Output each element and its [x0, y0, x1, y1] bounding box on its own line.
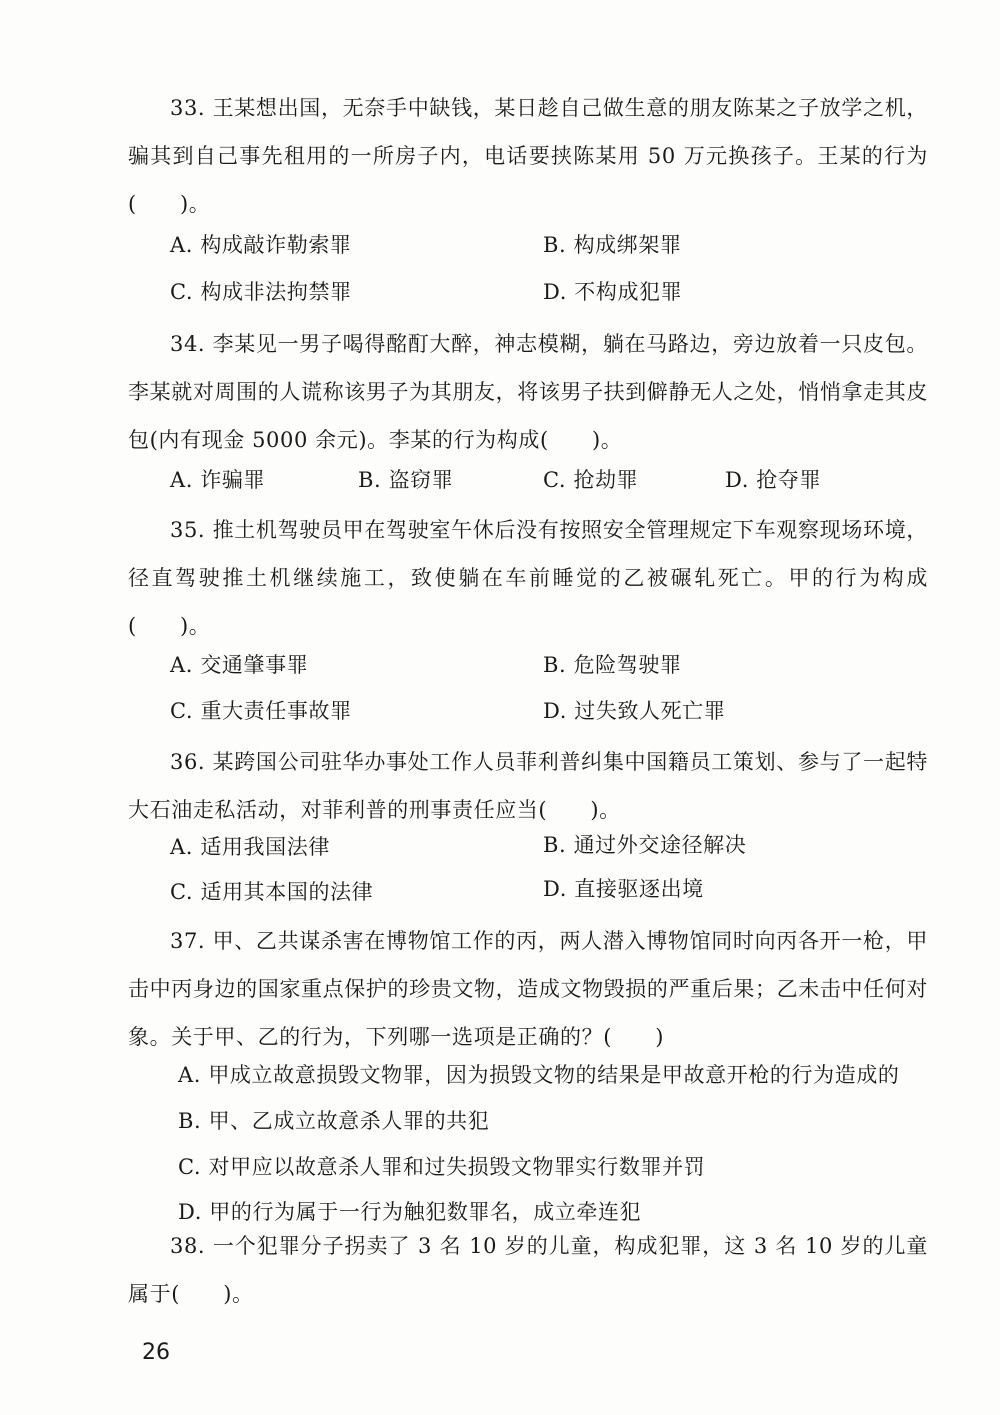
question-33-option-a: A. 构成敲诈勒索罪: [170, 233, 352, 257]
question-34-option-d: D. 抢夺罪: [725, 468, 822, 492]
question-37-option-b: B. 甲、乙成立故意杀人罪的共犯: [178, 1109, 490, 1133]
question-34-number: 34.: [170, 332, 206, 356]
question-38-stem: [128, 1222, 928, 1318]
question-36-option-a: A. 适用我国法律: [170, 835, 330, 859]
question-36-text: 某跨国公司驻华办事处工作人员菲利普纠集中国籍员工策划、参与了一起特大石油走私活动，对菲利普的刑事责任应当( )。: [128, 750, 928, 822]
question-35-text: 推土机驾驶员甲在驾驶室午休后没有按照安全管理规定下车观察现场环境，径直驾驶推土机继续施工，致使躺在车前睡觉的乙被碾轧死亡。甲的行为构成( )。: [128, 518, 928, 638]
question-33-option-b: B. 构成绑架罪: [543, 233, 682, 257]
question-33-text: 王某想出国，无奈手中缺钱，某日趁自己做生意的朋友陈某之子放学之机，骗其到自己事先租用的一所房子内，电话要挟陈某用 50 万元换孩子。王某的行为( )。: [128, 96, 928, 216]
question-35-option-b: B. 危险驾驶罪: [543, 653, 682, 677]
question-35-option-a: A. 交通肇事罪: [170, 653, 309, 677]
question-34-option-c: C. 抢劫罪: [543, 468, 639, 492]
question-35-stem: [128, 506, 928, 650]
question-36-option-b: B. 通过外交途径解决: [543, 833, 747, 857]
question-36-number: 36.: [170, 750, 206, 774]
question-34-option-a: A. 诈骗罪: [170, 468, 266, 492]
question-36-stem: [128, 738, 928, 834]
question-33-option-c: C. 构成非法拘禁罪: [170, 280, 352, 304]
question-38-text: 一个犯罪分子拐卖了 3 名 10 岁的儿童，构成犯罪，这 3 名 10 岁的儿童属于( )。: [128, 1234, 928, 1306]
question-35-option-d: D. 过失致人死亡罪: [543, 699, 726, 723]
question-37-option-d: D. 甲的行为属于一行为触犯数罪名，成立牵连犯: [178, 1200, 642, 1224]
question-37-option-c: C. 对甲应以故意杀人罪和过失损毁文物罪实行数罪并罚: [178, 1155, 706, 1179]
question-37-number: 37.: [170, 929, 206, 953]
question-33-stem: [128, 84, 928, 228]
question-36-option-c: C. 适用其本国的法律: [170, 880, 374, 904]
page-number: 26: [142, 1340, 170, 1365]
question-35-option-c: C. 重大责任事故罪: [170, 699, 352, 723]
question-37-stem: [128, 917, 928, 1061]
question-37-text: 甲、乙共谋杀害在博物馆工作的丙，两人潜入博物馆同时向丙各开一枪，甲击中丙身边的国家重点保护的珍贵文物，造成文物毁损的严重后果；乙未击中任何对象。关于甲、乙的行为，下列哪一选项是正确的？( ): [128, 929, 928, 1049]
question-38-number: 38.: [170, 1234, 206, 1258]
question-37-option-a: A. 甲成立故意损毁文物罪，因为损毁文物的结果是甲故意开枪的行为造成的: [178, 1063, 900, 1087]
question-35-number: 35.: [170, 518, 206, 542]
question-34-stem: [128, 320, 928, 464]
question-34-option-b: B. 盗窃罪: [358, 468, 454, 492]
question-33-number: 33.: [170, 96, 206, 120]
question-33-option-d: D. 不构成犯罪: [543, 280, 683, 304]
question-34-text: 李某见一男子喝得酩酊大醉，神志模糊，躺在马路边，旁边放着一只皮包。李某就对周围的人谎称该男子为其朋友，将该男子扶到僻静无人之处，悄悄拿走其皮包(内有现金 5000 余元)。李某的行为构成( )。: [128, 332, 928, 452]
question-36-option-d: D. 直接驱逐出境: [543, 877, 704, 901]
